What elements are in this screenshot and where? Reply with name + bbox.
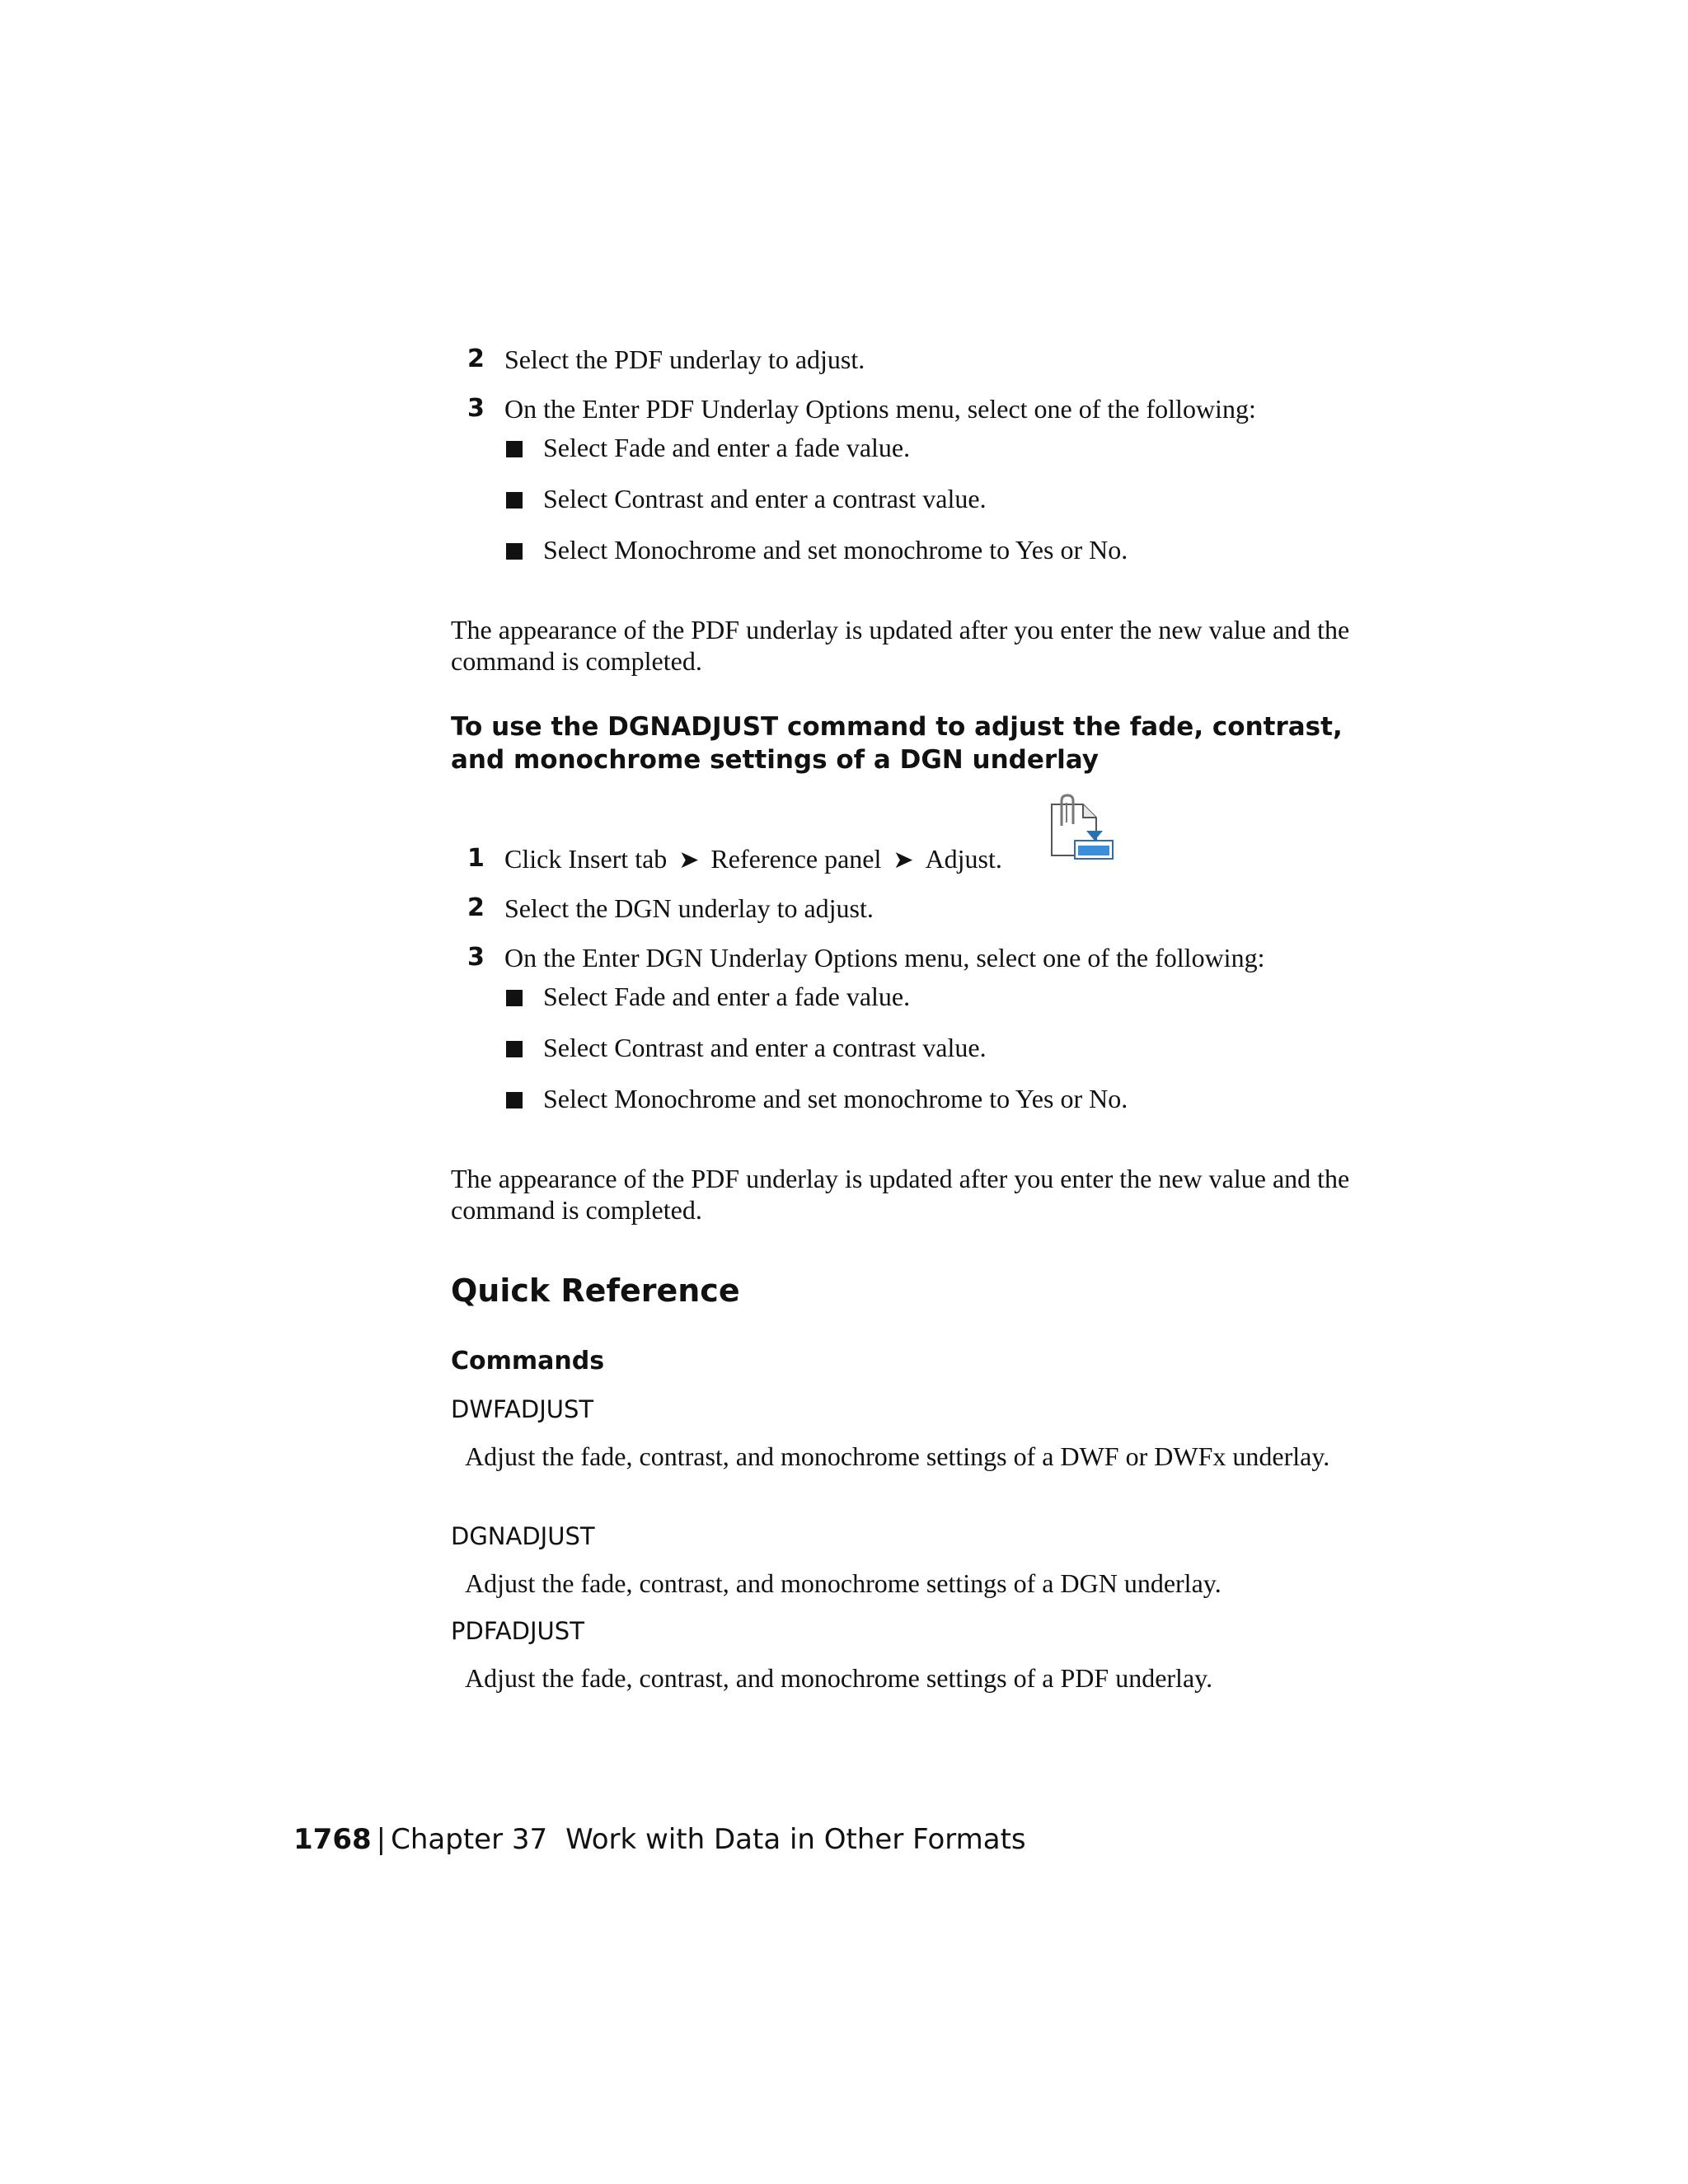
- command-description: Adjust the fade, contrast, and monochrome settings of a DGN underlay.: [465, 1568, 1221, 1598]
- commands-heading: Commands: [451, 1347, 605, 1376]
- step-number: 2: [467, 893, 485, 922]
- result-paragraph: The appearance of the PDF underlay is updated after you enter the new value and the command is completed.: [451, 1164, 1350, 1225]
- result-paragraph: The appearance of the PDF underlay is updated after you enter the new value and the command is completed.: [451, 615, 1350, 676]
- step-text: Select the PDF underlay to adjust.: [504, 344, 865, 374]
- bullet-icon: [506, 441, 523, 457]
- step-part-insert-tab: Click Insert tab: [504, 844, 668, 874]
- bullet-icon: [506, 1092, 523, 1108]
- bullet-item: Select Fade and enter a fade value.: [543, 433, 911, 462]
- step-text: Select the DGN underlay to adjust.: [504, 893, 874, 923]
- adjust-icon: [1043, 793, 1123, 869]
- chapter-label: Chapter 37: [391, 1823, 548, 1856]
- bullet-item: Select Contrast and enter a contrast value.: [543, 484, 987, 513]
- page-number: 1768: [293, 1823, 372, 1856]
- command-description: Adjust the fade, contrast, and monochrome settings of a PDF underlay.: [465, 1663, 1213, 1693]
- command-name: DWFADJUST: [451, 1395, 594, 1423]
- bullet-icon: [506, 1041, 523, 1057]
- bullet-item: Select Monochrome and set monochrome to Yes or No.: [543, 1084, 1128, 1113]
- bullet-icon: [506, 543, 523, 560]
- command-description: Adjust the fade, contrast, and monochrome settings of a DWF or DWFx underlay.: [465, 1441, 1330, 1471]
- step-text: [504, 843, 1002, 876]
- procedure-heading: To use the DGNADJUST command to adjust the fade, contrast, and monochrome settings of a DGN underlay: [451, 712, 1343, 775]
- bullet-icon: [506, 492, 523, 509]
- step-number: 1: [467, 844, 485, 873]
- bullet-icon: [506, 990, 523, 1006]
- footer-separator: |: [376, 1823, 387, 1856]
- chapter-title: Work with Data in Other Formats: [565, 1823, 1026, 1856]
- step-number: 3: [467, 943, 485, 972]
- step-text: On the Enter PDF Underlay Options menu, select one of the following:: [504, 394, 1256, 424]
- page-footer: [293, 1823, 1026, 1856]
- command-name: PDFADJUST: [451, 1617, 584, 1645]
- bullet-item: Select Fade and enter a fade value.: [543, 982, 911, 1011]
- step-number: 2: [467, 344, 485, 373]
- bullet-item: Select Contrast and enter a contrast value.: [543, 1033, 987, 1062]
- step-part-reference-panel: Reference panel: [710, 844, 882, 874]
- command-name: DGNADJUST: [451, 1522, 595, 1550]
- quick-reference-heading: Quick Reference: [451, 1272, 740, 1309]
- step-part-adjust: Adjust.: [925, 844, 1002, 874]
- step-number: 3: [467, 394, 485, 423]
- bullet-item: Select Monochrome and set monochrome to Yes or No.: [543, 535, 1128, 565]
- step-text: On the Enter DGN Underlay Options menu, select one of the following:: [504, 943, 1265, 972]
- arrow-icon: ➤: [678, 846, 700, 874]
- arrow-icon: ➤: [893, 846, 914, 874]
